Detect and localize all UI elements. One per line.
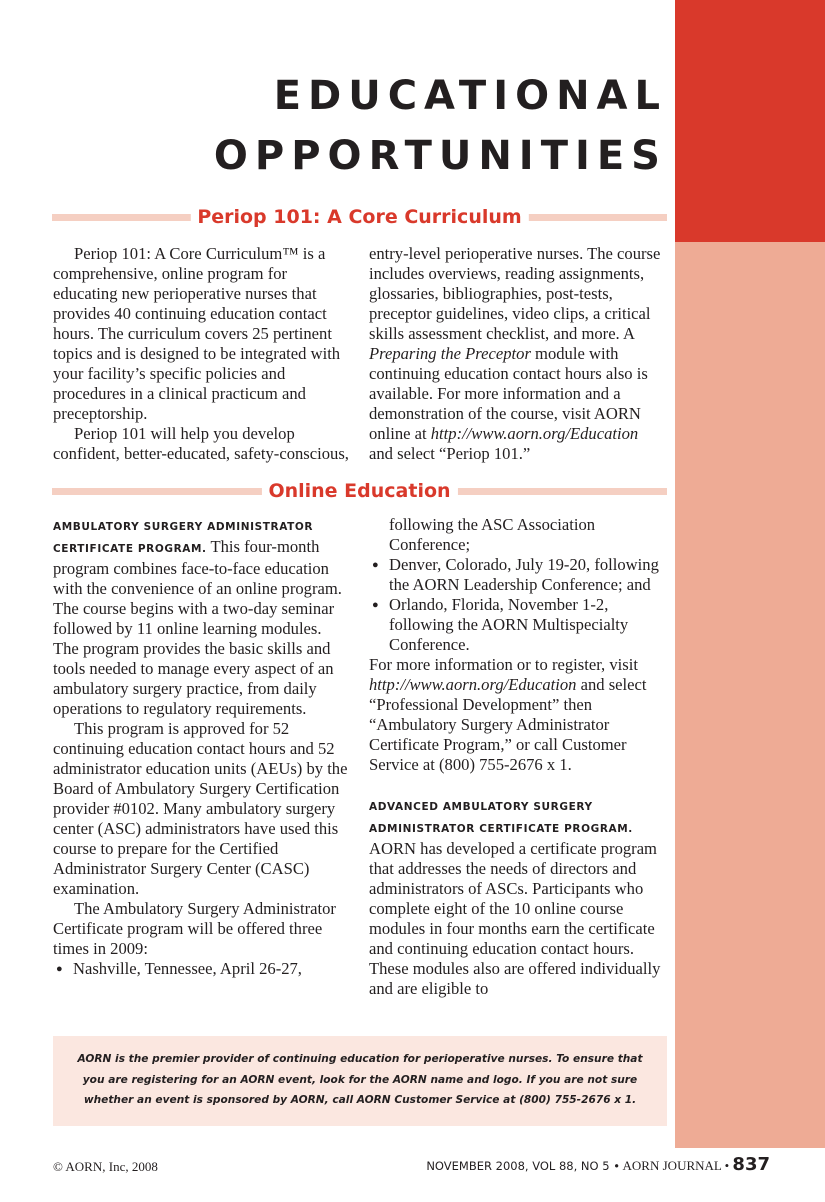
aorn-education-link[interactable]: http://www.aorn.org/Education (369, 675, 577, 694)
preceptor-module-title: Preparing the Preceptor (369, 344, 531, 363)
asap-paragraph-1 (53, 515, 349, 719)
periop-text: entry-level perioperative nurses. The course includes overviews, reading assignments, glossaries, bibliographies, post-tests, preceptor guidelines, video clips, a critical skills assessment checklist, and more. A (369, 244, 661, 343)
asap-program-title: AMBULATORY SURGERY ADMINISTRATOR CERTIFICATE PROGRAM. (53, 521, 314, 555)
section-heading-online (52, 476, 667, 506)
periop-text: and select “Periop 101.” (369, 444, 531, 463)
notice-box: AORN is the premier provider of continuing education for perioperative nurses. To ensure that you are registering for an AORN event, look for the AORN name and logo. If you are not sure whether an event is sponsored by AORN, call AORN Customer Service at (800) 755-2676 x 1. (53, 1036, 667, 1126)
paragraph-gap (369, 775, 665, 795)
more-info-text: For more information or to register, visit (369, 655, 638, 674)
asap-paragraph-2: This program is approved for 52 continuing education contact hours and 52 administrator education units (AEUs) by the Board of Ambulatory Surgery Certification provider #0102. Many ambulatory surgery center (ASC) administrators have used this course to prepare for the Certified Administrator Surgery Center (CASC) examination. (53, 719, 348, 898)
more-info-text: and select “Professional Development” then “Ambulatory Surgery Administrator Certificate Program,” or call Customer Service at (800) 755-2676 x 1. (369, 675, 647, 774)
asap-paragraph-3: The Ambulatory Surgery Administrator Certificate program will be offered three times in 2009: (53, 899, 336, 958)
bullet-orlando: ● Orlando, Florida, November 1-2, following the AORN Multispecialty Conference. (369, 595, 665, 655)
online-left-column (53, 515, 349, 979)
aorn-education-link[interactable]: http://www.aorn.org/Education (430, 424, 639, 443)
decorative-red-band (675, 0, 825, 242)
bullet-nashville-continued: following the ASC Association Conference; (389, 515, 596, 554)
periop-left-column (53, 244, 349, 464)
title-line-2: OPPORTUNITIES (213, 133, 667, 179)
section-title-online: Online Education (261, 476, 457, 506)
advanced-program-title: ADVANCED AMBULATORY SURGERY ADMINISTRATOR CERTIFICATE PROGRAM. (369, 801, 633, 835)
decorative-pink-band (675, 242, 825, 1148)
footer-issue: NOVEMBER 2008, VOL 88, NO 5 • (426, 1159, 620, 1173)
online-right-column (369, 515, 665, 999)
periop-paragraph-2: Periop 101 will help you develop confident, better-educated, safety-conscious, (53, 424, 349, 463)
footer-citation (426, 1154, 770, 1177)
asap-more-info (369, 655, 665, 775)
periop-right-column (369, 244, 665, 464)
periop-text: module with continuing education contact hours also is available. For more information and a demonstration of the course, visit AORN online at (369, 344, 648, 443)
page-title (214, 66, 667, 186)
page-number: 837 (732, 1154, 770, 1175)
bullet-denver: ● Denver, Colorado, July 19-20, following the AORN Leadership Conference; and (369, 555, 665, 595)
section-heading-periop (52, 202, 667, 232)
footer-copyright: © AORN, Inc, 2008 (53, 1159, 158, 1174)
section-title-periop: Periop 101: A Core Curriculum (190, 202, 528, 232)
advanced-text: AORN has developed a certificate program that addresses the needs of directors and administrators of ASCs. Participants who complete eight of the 10 online course modules in four months earn the certificate and continuing education contact hours. These modules also are offered individually and are eligible to (369, 839, 661, 998)
bullet-nashville: ● Nashville, Tennessee, April 26-27, (53, 959, 349, 979)
footer-journal: AORN JOURNAL • (620, 1158, 730, 1173)
asap-text: This four-month program combines face-to-face education with the convenience of an online program. The course begins with a two-day seminar followed by 11 online learning modules. The program provides the basic skills and tools needed to manage every aspect of an ambulatory surgery practice, from daily operations to regulatory requirements. (53, 537, 342, 718)
title-line-1: EDUCATIONAL (273, 73, 667, 119)
advanced-paragraph (369, 795, 665, 999)
periop-paragraph-3 (369, 244, 665, 464)
periop-paragraph-1: Periop 101: A Core Curriculum™ is a comprehensive, online program for educating new perioperative nurses that provides 40 continuing education contact hours. The curriculum covers 25 pertinent topics and is designed to be integrated with your facility’s specific policies and procedures in a clinical practicum and preceptorship. (53, 244, 341, 423)
